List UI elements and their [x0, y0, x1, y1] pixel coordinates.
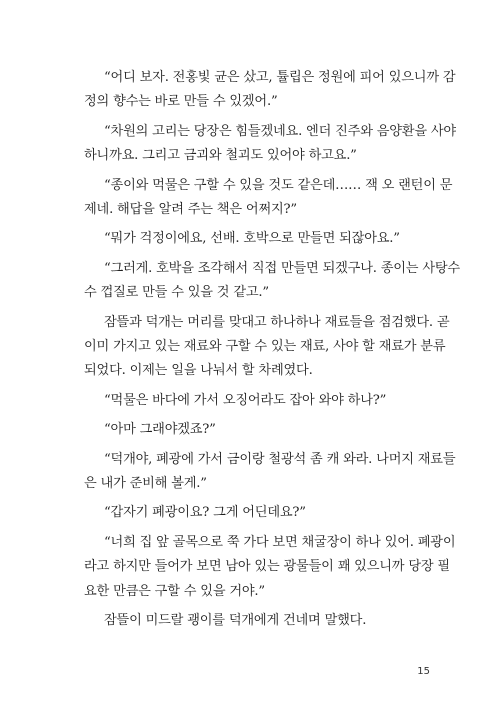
paragraph: [84, 120, 456, 169]
text-line: “어디 보자. 전홍빛 균은 샀고, 튤립은 정원에 피어 있으니까 감: [104, 70, 456, 85]
text-line: “차원의 고리는 당장은 힘들겠네요. 엔더 진주와 음양환을 사야: [104, 123, 456, 139]
paragraph: [84, 389, 436, 413]
text-line: “덕개야, 폐광에 가서 금이랑 철광석 좀 캐 와라. 나머지 재료들: [104, 451, 456, 467]
text-line: 하니까요. 그리고 금괴와 철괴도 있어야 하고요.”: [84, 148, 357, 164]
paragraph: [84, 501, 436, 525]
text-line: 라고 하지만 들어가 보면 남아 있는 광물들이 꽤 있으니까 당장 필: [84, 559, 450, 575]
text-line: 잠뜰이 미드랄 괭이를 덕개에게 건네며 말했다.: [104, 613, 367, 628]
text-line: 은 내가 준비해 볼게.”: [84, 475, 207, 491]
text-line: “갑자기 폐광이요? 그게 어딘데요?”: [104, 505, 306, 521]
text-line: 제네. 해답을 알려 주는 책은 어쩌지?”: [84, 201, 297, 217]
text-line: “그러게. 호박을 조각해서 직접 만들면 되겠구나. 종이는 사탕수: [104, 260, 460, 276]
paragraph: [84, 227, 436, 251]
text-line: 이미 가지고 있는 재료와 구할 수 있는 재료, 사야 할 재료가 분류: [84, 338, 446, 354]
paragraph: [84, 418, 436, 442]
paragraph: [84, 311, 450, 384]
text-line: 요한 만큼은 구할 수 있을 거야.”: [84, 583, 265, 599]
paragraph: [84, 66, 456, 115]
text-line: “너희 집 앞 골목으로 쭉 가다 보면 채굴장이 하나 있어. 폐광이: [104, 534, 456, 550]
page-number: 15: [417, 666, 430, 677]
text-line: 수 껍질로 만들 수 있을 것 같고.”: [84, 285, 269, 301]
text-line: “종이와 먹물은 구할 수 있을 것도 같은데…… 잭 오 랜턴이 문: [104, 177, 453, 193]
paragraph: [84, 609, 436, 633]
text-line: 잠뜰과 덕개는 머리를 맞대고 하나하나 재료들을 점검했다. 곧: [104, 314, 450, 330]
paragraph: [84, 257, 460, 306]
paragraph: [84, 448, 456, 497]
text-line: “아마 그래야겠죠?”: [104, 422, 216, 438]
text-line: “뭐가 걱정이에요, 선배. 호박으로 만들면 되잖아요.”: [104, 231, 400, 247]
paragraph: [84, 174, 453, 223]
text-line: 되었다. 이제는 일을 나눠서 할 차례였다.: [84, 363, 313, 379]
paragraph: [84, 531, 456, 604]
text-line: “먹물은 바다에 가서 오징어라도 잡아 와야 하나?”: [104, 392, 387, 408]
page-body: [84, 66, 460, 638]
text-line: 정의 향수는 바로 만들 수 있겠어.”: [84, 94, 278, 110]
